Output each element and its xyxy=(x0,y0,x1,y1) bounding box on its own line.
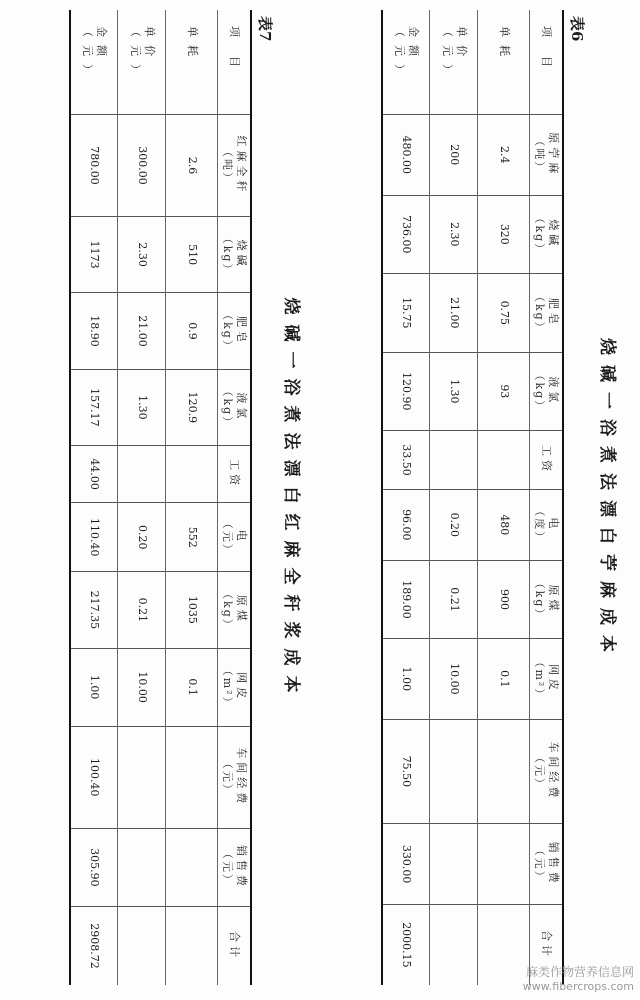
table7 xyxy=(69,10,252,985)
table-cell: 780.00 xyxy=(70,115,118,217)
table7-header: 项 目 xyxy=(218,10,251,115)
table7-header: 销售费 （元） xyxy=(218,828,251,906)
table-cell: 120.90 xyxy=(382,352,430,431)
table-cell: 2908.72 xyxy=(70,907,118,985)
table-cell: 0.9 xyxy=(166,293,218,369)
table7-header: 合计 xyxy=(218,907,251,985)
table-cell: 217.35 xyxy=(70,572,118,648)
table6-section xyxy=(320,0,640,1000)
table-cell: 18.90 xyxy=(70,293,118,369)
table-cell: 0.21 xyxy=(430,560,478,639)
row-label: 单耗 xyxy=(478,10,530,115)
table-cell: 1.00 xyxy=(70,648,118,726)
table-cell: 200 xyxy=(430,115,478,196)
table-cell xyxy=(430,719,478,824)
table-cell: 2.6 xyxy=(166,115,218,217)
table-cell: 0.20 xyxy=(118,503,166,572)
table-cell: 1035 xyxy=(166,572,218,648)
table-cell: 0.21 xyxy=(118,572,166,648)
table7-title: 烧碱一浴煮法漂白红麻全秆浆成本 xyxy=(281,297,301,703)
table-cell: 21.00 xyxy=(430,274,478,353)
table6-header: 烧碱 （kg） xyxy=(530,195,563,274)
table-cell xyxy=(166,907,218,985)
table-cell: 0.75 xyxy=(478,274,530,353)
table7-header: 电 （元） xyxy=(218,503,251,572)
table-cell: 21.00 xyxy=(118,293,166,369)
table7-header: 红麻全秆 （吨） xyxy=(218,115,251,217)
table-cell xyxy=(118,726,166,828)
table-cell xyxy=(166,446,218,503)
table6-header: 肥皂 （kg） xyxy=(530,274,563,353)
table-cell: 2.4 xyxy=(478,115,530,196)
watermark-url: www.fibercrops.com xyxy=(522,980,634,994)
table-cell: 75.50 xyxy=(382,719,430,824)
table-cell: 110.40 xyxy=(70,503,118,572)
table6-header: 车间经费 （元） xyxy=(530,719,563,824)
table-cell xyxy=(118,828,166,906)
table-cell xyxy=(166,726,218,828)
row-label: 单价（元） xyxy=(118,10,166,115)
table-cell xyxy=(118,907,166,985)
table-cell: 300.00 xyxy=(118,115,166,217)
row-label: 单耗 xyxy=(166,10,218,115)
table6-header: 合计 xyxy=(530,904,563,985)
table7-label: 表7 xyxy=(256,16,274,42)
table7-header: 工资 xyxy=(218,446,251,503)
table-row xyxy=(70,10,118,985)
table-cell: 96.00 xyxy=(382,489,430,560)
table-cell xyxy=(118,446,166,503)
table6-header: 原苧麻 （吨） xyxy=(530,115,563,196)
table7-header: 车间经费 （元） xyxy=(218,726,251,828)
table-cell: 33.50 xyxy=(382,431,430,490)
table-cell xyxy=(430,824,478,905)
watermark xyxy=(523,965,634,994)
table-cell: 320 xyxy=(478,195,530,274)
table6-header: 销售费 （元） xyxy=(530,824,563,905)
table7-header: 液氯 （kg） xyxy=(218,369,251,445)
table-cell xyxy=(478,719,530,824)
table-cell: 2000.15 xyxy=(382,904,430,985)
table-row xyxy=(382,10,430,985)
table-cell xyxy=(430,431,478,490)
table-cell: 1.30 xyxy=(118,369,166,445)
table-cell: 330.00 xyxy=(382,824,430,905)
table-cell: 2.30 xyxy=(430,195,478,274)
table7-header-row xyxy=(218,10,251,985)
table6-header: 液氯 （kg） xyxy=(530,352,563,431)
table7-header: 烧碱 （kg） xyxy=(218,216,251,292)
watermark-site-name: 麻类作物营养信息网 xyxy=(525,965,634,980)
table-cell: 189.00 xyxy=(382,560,430,639)
table-cell xyxy=(166,828,218,906)
table-cell: 510 xyxy=(166,216,218,292)
table-cell: 10.00 xyxy=(118,648,166,726)
table-cell: 0.1 xyxy=(478,639,530,719)
table-cell xyxy=(430,904,478,985)
table7-header: 网皮 （m²） xyxy=(218,648,251,726)
table6-header: 项 目 xyxy=(530,10,563,115)
table-cell: 120.9 xyxy=(166,369,218,445)
table-cell: 100.40 xyxy=(70,726,118,828)
table-cell: 0.20 xyxy=(430,489,478,560)
table-cell: 552 xyxy=(166,503,218,572)
table-cell: 10.00 xyxy=(430,639,478,719)
table6-header: 网皮 （m²） xyxy=(530,639,563,719)
table7-header: 原煤 （kg） xyxy=(218,572,251,648)
table-cell: 1173 xyxy=(70,216,118,292)
table6-title: 烧碱一浴煮法漂白苧麻成本 xyxy=(597,338,617,662)
table-cell: 93 xyxy=(478,352,530,431)
table-cell: 2.30 xyxy=(118,216,166,292)
table-cell xyxy=(478,824,530,905)
row-label: 金额（元） xyxy=(70,10,118,115)
table-row xyxy=(118,10,166,985)
table6-header: 电 （度） xyxy=(530,489,563,560)
table-cell: 480.00 xyxy=(382,115,430,196)
table-row xyxy=(478,10,530,985)
table-cell: 1.00 xyxy=(382,639,430,719)
table-cell: 15.75 xyxy=(382,274,430,353)
table-row xyxy=(430,10,478,985)
table6 xyxy=(381,10,564,985)
table-cell: 900 xyxy=(478,560,530,639)
table6-label: 表6 xyxy=(568,16,586,42)
table7-header: 肥皂 （kg） xyxy=(218,293,251,369)
row-label: 单价（元） xyxy=(430,10,478,115)
table-cell: 157.17 xyxy=(70,369,118,445)
table-cell: 305.90 xyxy=(70,828,118,906)
table-row xyxy=(166,10,218,985)
table6-header-row xyxy=(530,10,563,985)
table6-header: 工资 xyxy=(530,431,563,490)
table-cell xyxy=(478,431,530,490)
table6-header: 原煤 （kg） xyxy=(530,560,563,639)
row-label: 金额（元） xyxy=(382,10,430,115)
table-cell: 480 xyxy=(478,489,530,560)
table-cell: 0.1 xyxy=(166,648,218,726)
table-cell: 44.00 xyxy=(70,446,118,503)
table-cell: 736.00 xyxy=(382,195,430,274)
table-cell: 1.30 xyxy=(430,352,478,431)
